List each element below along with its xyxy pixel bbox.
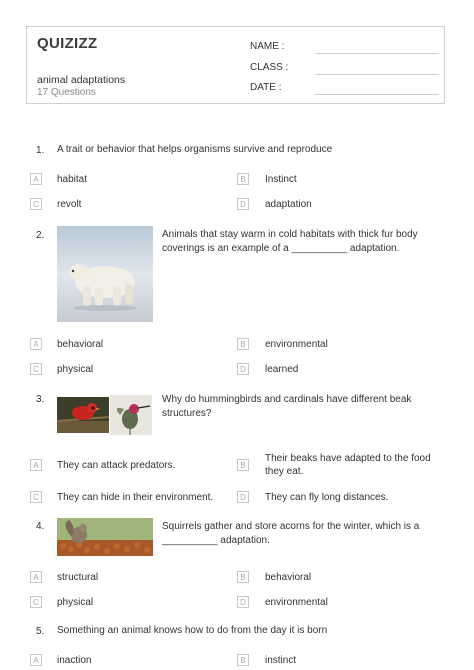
worksheet-header — [26, 26, 445, 104]
option-letter-box: A — [30, 338, 42, 350]
option-text[interactable]: revolt — [57, 199, 82, 210]
option-text[interactable]: They can hide in their environment. — [57, 492, 214, 503]
question-1-text: A trait or behavior that helps organisms survive and reproduce — [57, 144, 333, 155]
name-line[interactable] — [315, 53, 439, 54]
option-text[interactable]: habitat — [57, 174, 88, 185]
question-4-number: 4. — [36, 521, 45, 532]
option-text[interactable]: environmental — [265, 597, 328, 608]
option-letter-box: C — [30, 596, 42, 608]
option-letter-box: A — [30, 173, 42, 185]
option-text[interactable]: environmental — [265, 339, 328, 350]
option-text[interactable]: They can attack predators. — [57, 460, 176, 471]
date-label: DATE : — [250, 82, 282, 93]
class-label: CLASS : — [250, 62, 289, 73]
cardinal-image — [57, 397, 109, 433]
question-count: 17 Questions — [37, 87, 96, 98]
quizizz-logo: QUIZIZZ — [37, 35, 98, 52]
squirrel-acorns-image — [57, 518, 153, 556]
option-text[interactable]: physical — [57, 364, 94, 375]
option-letter-box: D — [237, 198, 249, 210]
question-5-number: 5. — [36, 626, 45, 637]
hummingbird-image — [110, 395, 152, 435]
question-3-text: Why do hummingbirds and cardinals have different beak structures? — [162, 394, 412, 419]
question-2-text: Animals that stay warm in cold habitats with thick fur body coverings is an example of a __________ adaptation. — [162, 229, 418, 254]
question-3-number: 3. — [36, 394, 45, 405]
option-text[interactable]: inaction — [57, 655, 92, 666]
option-text[interactable]: behavioral — [57, 339, 104, 350]
option-letter-box: A — [30, 571, 42, 583]
name-label: NAME : — [250, 41, 285, 52]
option-letter-box: C — [30, 363, 42, 375]
option-letter-box: D — [237, 491, 249, 503]
question-1-number: 1. — [36, 145, 45, 156]
option-letter-box: B — [237, 571, 249, 583]
option-letter-box: A — [30, 459, 42, 471]
option-text[interactable]: structural — [57, 572, 99, 583]
question-4-text: Squirrels gather and store acorns for the winter, which is a __________ adaptation. — [162, 521, 420, 546]
option-text[interactable]: Their beaks have adapted to the food they eat. — [265, 453, 431, 477]
date-line[interactable] — [315, 94, 439, 95]
option-letter-box: B — [237, 459, 249, 471]
option-text[interactable]: adaptation — [265, 199, 312, 210]
option-letter-box: D — [237, 363, 249, 375]
option-letter-box: A — [30, 654, 42, 666]
class-line[interactable] — [315, 74, 439, 75]
question-2-number: 2. — [36, 230, 45, 241]
option-text[interactable]: learned — [265, 364, 299, 375]
option-letter-box: C — [30, 491, 42, 503]
option-letter-box: D — [237, 596, 249, 608]
worksheet-title: animal adaptations — [37, 74, 126, 86]
option-letter-box: C — [30, 198, 42, 210]
option-letter-box: B — [237, 338, 249, 350]
option-text[interactable]: physical — [57, 597, 94, 608]
option-letter-box: B — [237, 654, 249, 666]
polar-bear-image — [57, 226, 153, 322]
option-text[interactable]: instinct — [265, 655, 297, 666]
question-5-text: Something an animal knows how to do from the day it is born — [57, 625, 328, 636]
option-text[interactable]: Instinct — [265, 174, 297, 185]
option-text[interactable]: behavioral — [265, 572, 312, 583]
option-text[interactable]: They can fly long distances. — [265, 492, 389, 503]
option-letter-box: B — [237, 173, 249, 185]
